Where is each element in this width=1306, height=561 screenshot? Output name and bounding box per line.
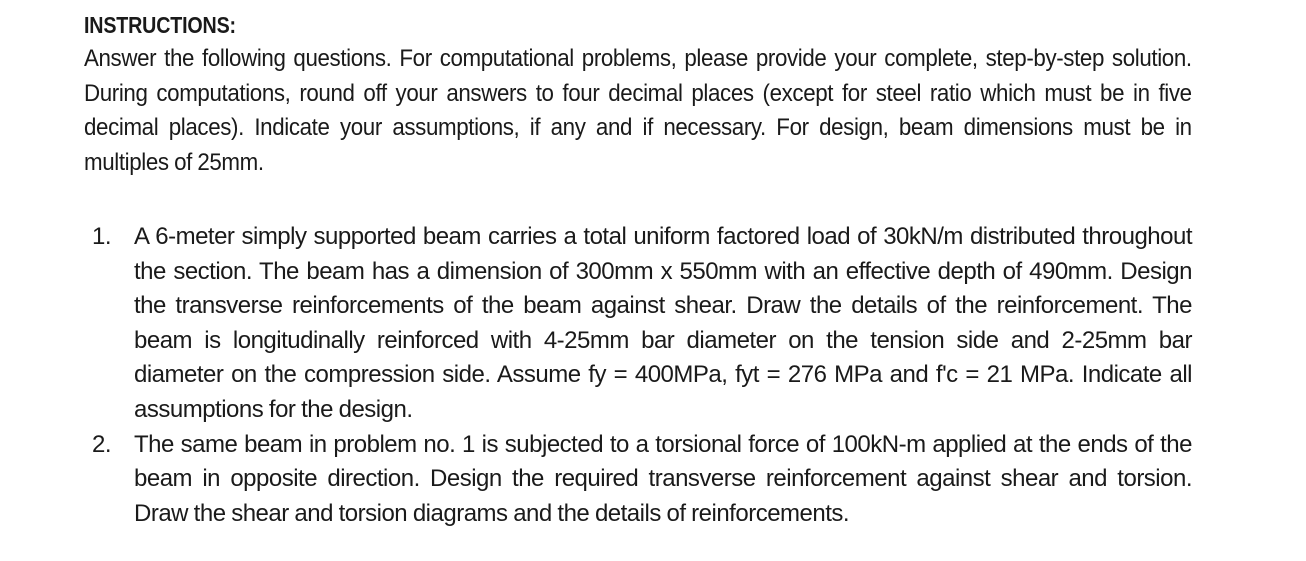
document-page	[84, 8, 1192, 527]
question-number: 2.	[92, 430, 112, 458]
question-text: The same beam in problem no. 1 is subjected to a torsional force of 100kN-m applied at the ends of the beam in opposite direction. Design the required transverse reinforcement against shear and torsion. Draw the shear and torsion diagrams and the details of reinforcements.	[134, 430, 1192, 527]
question-text: A 6-meter simply supported beam carries a total uniform factored load of 30kN/m distributed throughout the section. The beam has a dimension of 300mm x 550mm with an effective depth of 490mm. Design the transverse reinforcements of the beam against shear. Draw the details of the reinforcement. The beam is longitudinally reinforced with 4-25mm bar diameter on the tension side and 2-25mm bar diameter on the compression side. Assume fy = 400MPa, fyt = 276 MPa and f'c = 21 MPa. Indicate all assumptions for the design.	[134, 223, 1192, 423]
question-number: 1.	[92, 223, 112, 250]
question-list	[84, 220, 1192, 531]
question-item	[84, 220, 1192, 428]
instructions-heading: INSTRUCTIONS:	[84, 12, 236, 38]
instructions-intro: Answer the following questions. For computational problems, please provide your complete, step-by-step solution. During computations, round off your answers to four decimal places (except for steel ratio which must be in five decimal places). Indicate your assumptions, if any and if necessary. For design, beam dimensions must be in multiples of 25mm.	[84, 45, 1192, 176]
instructions-block	[84, 8, 1192, 180]
question-item	[84, 428, 1192, 532]
